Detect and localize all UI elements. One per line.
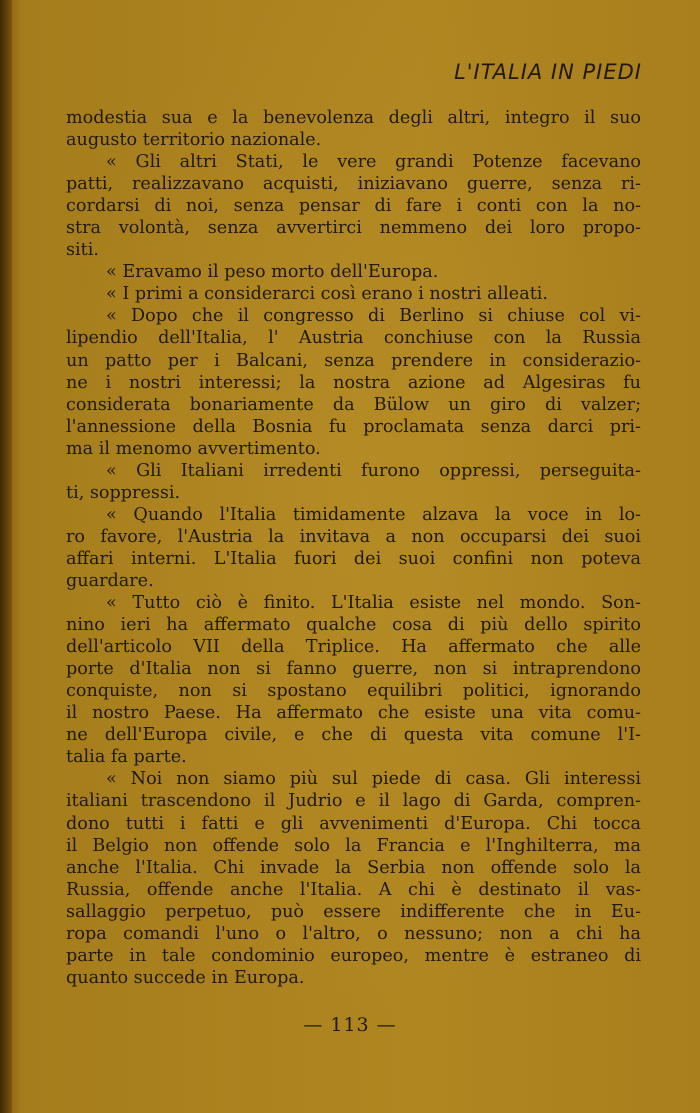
text-line: quanto succede in Europa. xyxy=(66,967,305,988)
text-line: il nostro Paese. Ha affermato che esiste una vita comu- xyxy=(66,703,641,724)
text-line: ne dell'Europa civile, e che di questa vita comune l'I- xyxy=(66,725,641,746)
text-line: italiani trascendono il Judrio e il lago di Garda, compren- xyxy=(66,791,641,812)
text-line: affari interni. L'Italia fuori dei suoi confini non poteva xyxy=(66,548,641,569)
text-line: talia fa parte. xyxy=(66,747,187,768)
text-line: patti, realizzavano acquisti, iniziavano guerre, senza ri- xyxy=(66,174,641,195)
text-line: ti, soppressi. xyxy=(66,482,181,503)
text-line: dell'articolo VII della Triplice. Ha affermato che alle xyxy=(66,637,641,658)
text-line: ma il menomo avvertimento. xyxy=(66,438,321,459)
text-line: « Gli altri Stati, le vere grandi Potenze facevano xyxy=(106,152,641,173)
text-line: anche l'Italia. Chi invade la Serbia non offende solo la xyxy=(66,857,641,878)
page-number: — 113 — xyxy=(303,1014,397,1036)
text-line: « Noi non siamo più sul piede di casa. Gli interessi xyxy=(106,769,641,790)
text-line: guardare. xyxy=(66,570,154,591)
text-line: ropa comandi l'uno o l'altro, o nessuno; non a chi ha xyxy=(66,923,641,944)
text-line: « Eravamo il peso morto dell'Europa. xyxy=(106,262,439,283)
text-line: conquiste, non si spostano equilibri politici, ignorando xyxy=(66,681,641,702)
text-line: l'annessione della Bosnia fu proclamata senza darci pri- xyxy=(66,416,641,437)
text-line: « I primi a considerarci così erano i nostri alleati. xyxy=(106,284,548,305)
text-line: Russia, offende anche l'Italia. A chi è destinato il vas- xyxy=(66,879,641,900)
text-line: nino ieri ha affermato qualche cosa di più dello spirito xyxy=(66,615,641,636)
text-line: parte in tale condominio europeo, mentre è estraneo di xyxy=(66,945,641,966)
text-line: stra volontà, senza avvertirci nemmeno dei loro propo- xyxy=(66,218,641,239)
running-head: L'ITALIA IN PIEDI xyxy=(454,60,642,84)
text-line: cordarsi di noi, senza pensar di fare i conti con la no- xyxy=(66,196,641,217)
text-line: « Tutto ciò è finito. L'Italia esiste nel mondo. Son- xyxy=(106,593,641,614)
text-line: considerata bonariamente da Bülow un giro di valzer; xyxy=(66,394,641,415)
text-line: « Gli Italiani irredenti furono oppressi, perseguita- xyxy=(106,460,641,481)
text-line: « Quando l'Italia timidamente alzava la voce in lo- xyxy=(106,504,641,525)
text-line: « Dopo che il congresso di Berlino si chiuse col vi- xyxy=(106,306,641,327)
text-line: un patto per i Balcani, senza prendere in considerazio- xyxy=(66,350,641,371)
page-spine-shadow xyxy=(0,0,12,1113)
body-text xyxy=(66,107,641,989)
text-line: augusto territorio nazionale. xyxy=(66,130,322,151)
text-line: ne i nostri interessi; la nostra azione ad Algesiras fu xyxy=(66,372,641,393)
text-line: sallaggio perpetuo, può essere indifferente che in Eu- xyxy=(66,901,641,922)
text-line: il Belgio non offende solo la Francia e l'Inghilterra, ma xyxy=(66,835,641,856)
text-line: dono tutti i fatti e gli avvenimenti d'Europa. Chi tocca xyxy=(66,813,641,834)
text-line: siti. xyxy=(66,240,99,261)
text-line: ro favore, l'Austria la invitava a non occuparsi dei suoi xyxy=(66,526,641,547)
text-line: lipendio dell'Italia, l' Austria conchiuse con la Russia xyxy=(66,328,641,349)
text-line: modestia sua e la benevolenza degli altri, integro il suo xyxy=(66,108,641,128)
text-line: porte d'Italia non si fanno guerre, non si intraprendono xyxy=(66,659,641,680)
